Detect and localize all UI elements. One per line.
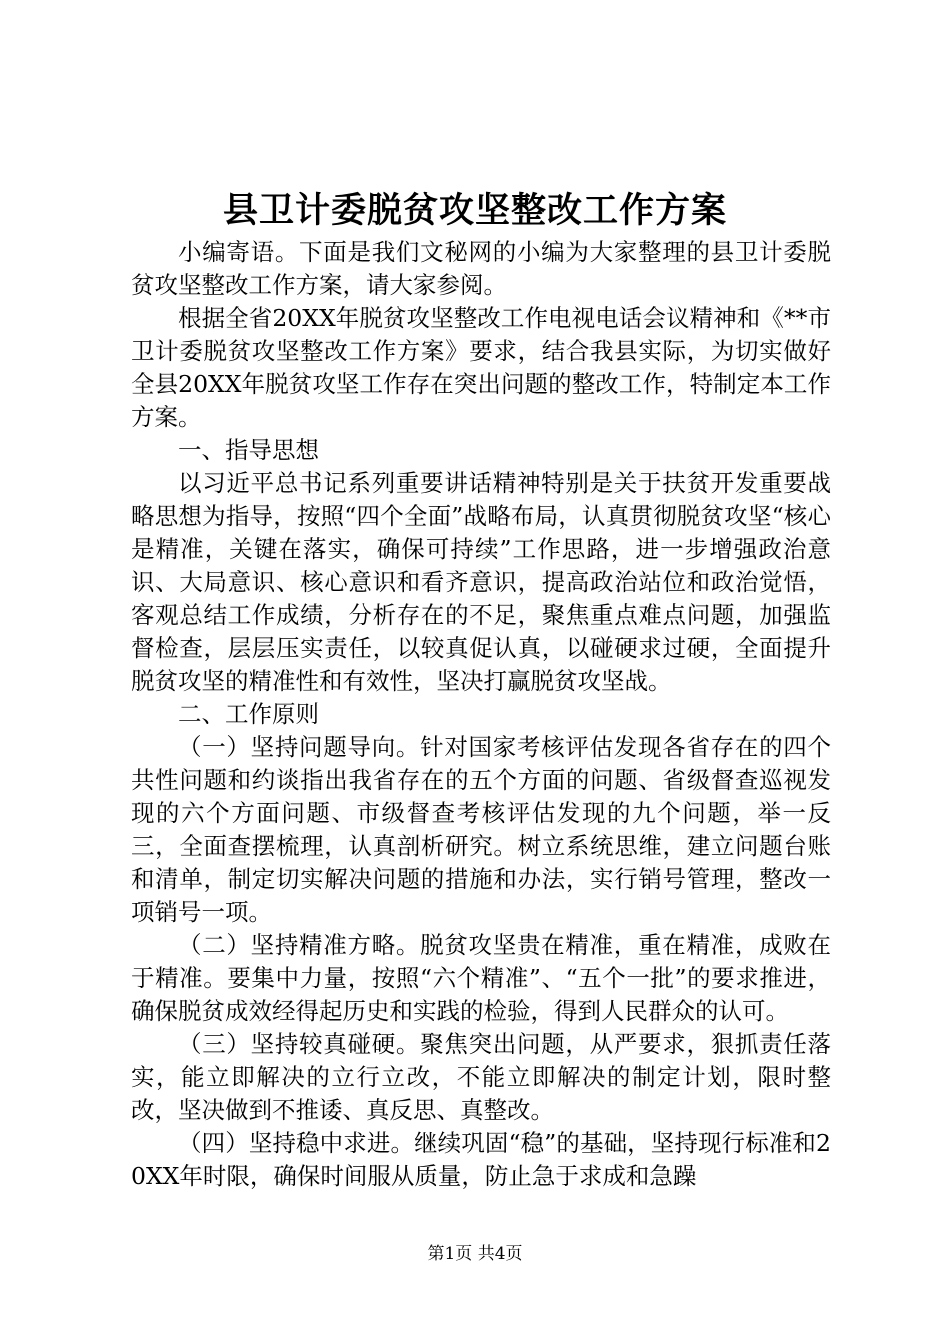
- principle-4-paragraph: （四）坚持稳中求进。继续巩固“稳”的基础，坚持现行标准和20XX年时限，确保时间服从质量，防止急于求成和急躁: [131, 1129, 831, 1190]
- principle-3-paragraph: （三）坚持较真碰硬。聚焦突出问题，从严要求，狠抓责任落实，能立即解决的立行立改，不能立即解决的制定计划，限时整改，坚决做到不推诿、真反思、真整改。: [131, 1030, 831, 1124]
- document-body: [131, 236, 831, 1193]
- principle-1-paragraph: （一）坚持问题导向。针对国家考核评估发现各省存在的四个共性问题和约谈指出我省存在的五个方面的问题、省级督查巡视发现的六个方面问题、市级督查考核评估发现的九个问题，举一反三，全面查摆梳理，认真剖析研究。树立系统思维，建立问题台账和清单，制定切实解决问题的措施和办法，实行销号管理，整改一项销号一项。: [131, 733, 831, 926]
- principle-2-paragraph: （二）坚持精准方略。脱贫攻坚贵在精准，重在精准，成败在于精准。要集中力量，按照“六个精准”、“五个一批”的要求推进，确保脱贫成效经得起历史和实践的检验，得到人民群众的认可。: [131, 931, 831, 1025]
- section-heading-work-principles: 二、工作原则: [178, 700, 319, 728]
- basis-paragraph: 根据全省20XX年脱贫攻坚整改工作电视电话会议精神和《**市卫计委脱贫攻坚整改工作方案》要求，结合我县实际，为切实做好全县20XX年脱贫攻坚工作存在突出问题的整改工作，特制定本工作方案。: [131, 304, 831, 431]
- section-heading-guiding-ideology: 一、指导思想: [178, 436, 319, 464]
- guiding-ideology-paragraph: 以习近平总书记系列重要讲话精神特别是关于扶贫开发重要战略思想为指导，按照“四个全面”战略布局，认真贯彻脱贫攻坚“核心是精准，关键在落实，确保可持续”工作思路，进一步增强政治意识、大局意识、核心意识和看齐意识，提高政治站位和政治觉悟，客观总结工作成绩，分析存在的不足，聚焦重点难点问题，加强监督检查，层层压实责任，以较真促认真，以碰硬求过硬，全面提升脱贫攻坚的精准性和有效性，坚决打赢脱贫攻坚战。: [131, 469, 831, 695]
- intro-paragraph: 小编寄语。下面是我们文秘网的小编为大家整理的县卫计委脱贫攻坚整改工作方案，请大家参阅。: [131, 238, 831, 299]
- page-number-footer: 第1页 共4页: [427, 1244, 523, 1264]
- document-title: 县卫计委脱贫攻坚整改工作方案: [222, 190, 727, 231]
